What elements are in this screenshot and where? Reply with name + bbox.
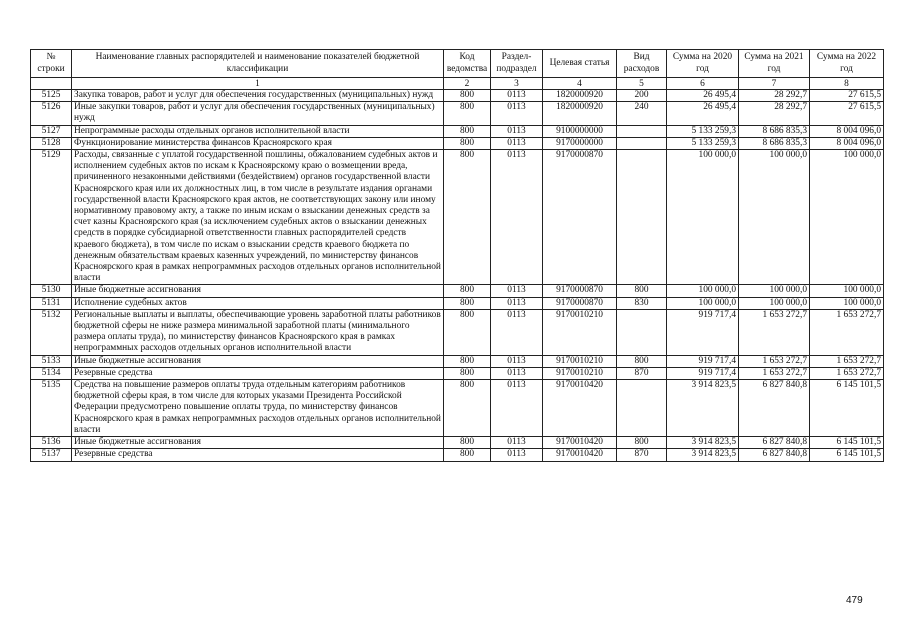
row-name-cell: Закупка товаров, работ и услуг для обеспечения государственных (муниципальных) нужд — [72, 90, 444, 102]
sum-2021-cell: 1 653 272,7 — [739, 309, 810, 355]
table-row — [31, 137, 884, 149]
sum-2020-cell: 919 717,4 — [667, 309, 739, 355]
dept-code-cell: 800 — [444, 90, 491, 102]
section-cell: 0113 — [491, 355, 543, 367]
target-article-cell: 9170000870 — [543, 285, 617, 297]
table-row — [31, 297, 884, 309]
expense-kind-cell: 800 — [617, 285, 667, 297]
row-name-cell: Резервные средства — [72, 449, 444, 461]
row-number-cell: 5136 — [31, 437, 72, 449]
expense-kind-cell: 800 — [617, 355, 667, 367]
dept-code-cell: 800 — [444, 309, 491, 355]
row-number-cell: 5129 — [31, 150, 72, 285]
row-number-cell: 5134 — [31, 367, 72, 379]
header-sum-2021: Сумма на 2021 год — [739, 50, 810, 78]
sum-2022-cell: 8 004 096,0 — [810, 125, 884, 137]
column-number: 7 — [739, 78, 810, 90]
target-article-cell: 1820000920 — [543, 102, 617, 125]
table-row — [31, 125, 884, 137]
header-sum-2022: Сумма на 2022 год — [810, 50, 884, 78]
dept-code-cell: 800 — [444, 137, 491, 149]
row-number-cell: 5131 — [31, 297, 72, 309]
sum-2021-cell: 100 000,0 — [739, 297, 810, 309]
sum-2022-cell: 6 145 101,5 — [810, 380, 884, 437]
sum-2021-cell: 6 827 840,8 — [739, 449, 810, 461]
sum-2021-cell: 28 292,7 — [739, 102, 810, 125]
expense-kind-cell: 870 — [617, 449, 667, 461]
row-number-cell: 5125 — [31, 90, 72, 102]
header-expense-kind: Вид расходов — [617, 50, 667, 78]
table-row — [31, 309, 884, 355]
target-article-cell: 9100000000 — [543, 125, 617, 137]
sum-2021-cell: 8 686 835,3 — [739, 137, 810, 149]
target-article-cell: 9170010210 — [543, 367, 617, 379]
sum-2022-cell: 27 615,5 — [810, 102, 884, 125]
table-body — [31, 90, 884, 462]
sum-2022-cell: 1 653 272,7 — [810, 309, 884, 355]
row-name-cell: Иные бюджетные ассигнования — [72, 355, 444, 367]
row-name-cell: Иные закупки товаров, работ и услуг для обеспечения государственных (муниципальных) нужд — [72, 102, 444, 125]
dept-code-cell: 800 — [444, 380, 491, 437]
sum-2022-cell: 1 653 272,7 — [810, 367, 884, 379]
dept-code-cell: 800 — [444, 125, 491, 137]
sum-2020-cell: 3 914 823,5 — [667, 437, 739, 449]
row-number-cell: 5137 — [31, 449, 72, 461]
sum-2021-cell: 1 653 272,7 — [739, 355, 810, 367]
table-row — [31, 90, 884, 102]
section-cell: 0113 — [491, 137, 543, 149]
sum-2022-cell: 6 145 101,5 — [810, 437, 884, 449]
table-header-row — [31, 50, 884, 78]
column-number: 4 — [543, 78, 617, 90]
row-name-cell: Региональные выплаты и выплаты, обеспечивающие уровень заработной платы работников бюджетной сферы не ниже размера минимальной заработной платы (минимального размера оплаты труда), по министерству финансов Красноярского края в рамках непрограммных расходов отдельных органов исполнительной власти — [72, 309, 444, 355]
section-cell: 0113 — [491, 367, 543, 379]
column-number: 6 — [667, 78, 739, 90]
row-number-cell: 5128 — [31, 137, 72, 149]
target-article-cell: 9170010420 — [543, 437, 617, 449]
column-number-row — [31, 78, 884, 90]
section-cell: 0113 — [491, 309, 543, 355]
row-name-cell: Непрограммные расходы отдельных органов исполнительной власти — [72, 125, 444, 137]
dept-code-cell: 800 — [444, 367, 491, 379]
dept-code-cell: 800 — [444, 355, 491, 367]
section-cell: 0113 — [491, 150, 543, 285]
section-cell: 0113 — [491, 437, 543, 449]
sum-2020-cell: 919 717,4 — [667, 355, 739, 367]
row-number-cell: 5127 — [31, 125, 72, 137]
budget-table — [30, 49, 884, 462]
sum-2021-cell: 100 000,0 — [739, 150, 810, 285]
section-cell: 0113 — [491, 102, 543, 125]
target-article-cell: 9170010210 — [543, 309, 617, 355]
header-row-number: № строки — [31, 50, 72, 78]
sum-2022-cell: 27 615,5 — [810, 90, 884, 102]
row-name-cell: Иные бюджетные ассигнования — [72, 285, 444, 297]
table-row — [31, 150, 884, 285]
target-article-cell: 1820000920 — [543, 90, 617, 102]
dept-code-cell: 800 — [444, 449, 491, 461]
section-cell: 0113 — [491, 297, 543, 309]
sum-2022-cell: 6 145 101,5 — [810, 449, 884, 461]
table-row — [31, 367, 884, 379]
column-number: 3 — [491, 78, 543, 90]
sum-2021-cell: 28 292,7 — [739, 90, 810, 102]
dept-code-cell: 800 — [444, 150, 491, 285]
target-article-cell: 9170010420 — [543, 380, 617, 437]
section-cell: 0113 — [491, 449, 543, 461]
column-number: 1 — [72, 78, 444, 90]
column-number: 8 — [810, 78, 884, 90]
table-row — [31, 355, 884, 367]
row-number-cell: 5133 — [31, 355, 72, 367]
row-number-cell: 5135 — [31, 380, 72, 437]
sum-2020-cell: 26 495,4 — [667, 102, 739, 125]
sum-2022-cell: 100 000,0 — [810, 297, 884, 309]
expense-kind-cell: 870 — [617, 367, 667, 379]
table-row — [31, 380, 884, 437]
sum-2020-cell: 100 000,0 — [667, 285, 739, 297]
column-number: 2 — [444, 78, 491, 90]
header-name: Наименование главных распорядителей и наименование показателей бюджетной классификации — [72, 50, 444, 78]
header-dept-code: Код ведомства — [444, 50, 491, 78]
sum-2021-cell: 8 686 835,3 — [739, 125, 810, 137]
sum-2021-cell: 6 827 840,8 — [739, 380, 810, 437]
sum-2020-cell: 100 000,0 — [667, 297, 739, 309]
header-sum-2020: Сумма на 2020 год — [667, 50, 739, 78]
sum-2020-cell: 100 000,0 — [667, 150, 739, 285]
expense-kind-cell: 200 — [617, 90, 667, 102]
dept-code-cell: 800 — [444, 102, 491, 125]
expense-kind-cell — [617, 125, 667, 137]
sum-2020-cell: 5 133 259,3 — [667, 125, 739, 137]
row-name-cell: Средства на повышение размеров оплаты труда отдельным категориям работников бюджетной сферы края, в том числе для которых указами Президента Российской Федерации предусмотрено повышение оплаты труда, по министерству финансов Красноярского края в рамках непрограммных расходов отдельных органов исполнительной власти — [72, 380, 444, 437]
expense-kind-cell — [617, 309, 667, 355]
section-cell: 0113 — [491, 285, 543, 297]
header-section: Раздел-подраздел — [491, 50, 543, 78]
table-row — [31, 449, 884, 461]
row-name-cell: Исполнение судебных актов — [72, 297, 444, 309]
target-article-cell: 9170010210 — [543, 355, 617, 367]
sum-2022-cell: 100 000,0 — [810, 150, 884, 285]
row-number-cell: 5130 — [31, 285, 72, 297]
table-row — [31, 102, 884, 125]
sum-2022-cell: 1 653 272,7 — [810, 355, 884, 367]
expense-kind-cell — [617, 380, 667, 437]
section-cell: 0113 — [491, 90, 543, 102]
target-article-cell: 9170000870 — [543, 150, 617, 285]
table-row — [31, 285, 884, 297]
sum-2020-cell: 3 914 823,5 — [667, 449, 739, 461]
table-row — [31, 437, 884, 449]
target-article-cell: 9170000870 — [543, 297, 617, 309]
row-number-cell: 5132 — [31, 309, 72, 355]
header-target-article: Целевая статья — [543, 50, 617, 78]
target-article-cell: 9170000000 — [543, 137, 617, 149]
expense-kind-cell: 800 — [617, 437, 667, 449]
page-number: 479 — [846, 595, 863, 606]
sum-2021-cell: 100 000,0 — [739, 285, 810, 297]
sum-2022-cell: 100 000,0 — [810, 285, 884, 297]
row-number-cell: 5126 — [31, 102, 72, 125]
column-number — [31, 78, 72, 90]
section-cell: 0113 — [491, 125, 543, 137]
target-article-cell: 9170010420 — [543, 449, 617, 461]
expense-kind-cell — [617, 150, 667, 285]
sum-2020-cell: 919 717,4 — [667, 367, 739, 379]
row-name-cell: Резервные средства — [72, 367, 444, 379]
sum-2020-cell: 5 133 259,3 — [667, 137, 739, 149]
row-name-cell: Иные бюджетные ассигнования — [72, 437, 444, 449]
column-number: 5 — [617, 78, 667, 90]
section-cell: 0113 — [491, 380, 543, 437]
sum-2021-cell: 6 827 840,8 — [739, 437, 810, 449]
dept-code-cell: 800 — [444, 297, 491, 309]
row-name-cell: Функционирование министерства финансов Красноярского края — [72, 137, 444, 149]
expense-kind-cell: 240 — [617, 102, 667, 125]
dept-code-cell: 800 — [444, 285, 491, 297]
sum-2021-cell: 1 653 272,7 — [739, 367, 810, 379]
expense-kind-cell: 830 — [617, 297, 667, 309]
sum-2020-cell: 26 495,4 — [667, 90, 739, 102]
expense-kind-cell — [617, 137, 667, 149]
sum-2020-cell: 3 914 823,5 — [667, 380, 739, 437]
sum-2022-cell: 8 004 096,0 — [810, 137, 884, 149]
dept-code-cell: 800 — [444, 437, 491, 449]
row-name-cell: Расходы, связанные с уплатой государственной пошлины, обжалованием судебных актов и исполнением судебных актов по искам к Красноярскому краю о возмещении вреда, причиненного незаконными действиями (бездействием) органов государственной власти Красноярского края или их должностных лиц, в том числе в результате издания органами государственной власти Красноярского края актов, не соответствующих закону или иному нормативному правовому акту, а также по иным искам о взыскании денежных средств за счет казны Красноярского края (за исключением судебных актов о взыскании денежных средств в порядке субсидиарной ответственности главных распорядителей средств краевого бюджета), в том числе по искам о взыскании средств краевого бюджета по денежным обязательствам краевых казенных учреждений, по министерству финансов Красноярского края в рамках непрограммных расходов отдельных органов исполнительной власти — [72, 150, 444, 285]
